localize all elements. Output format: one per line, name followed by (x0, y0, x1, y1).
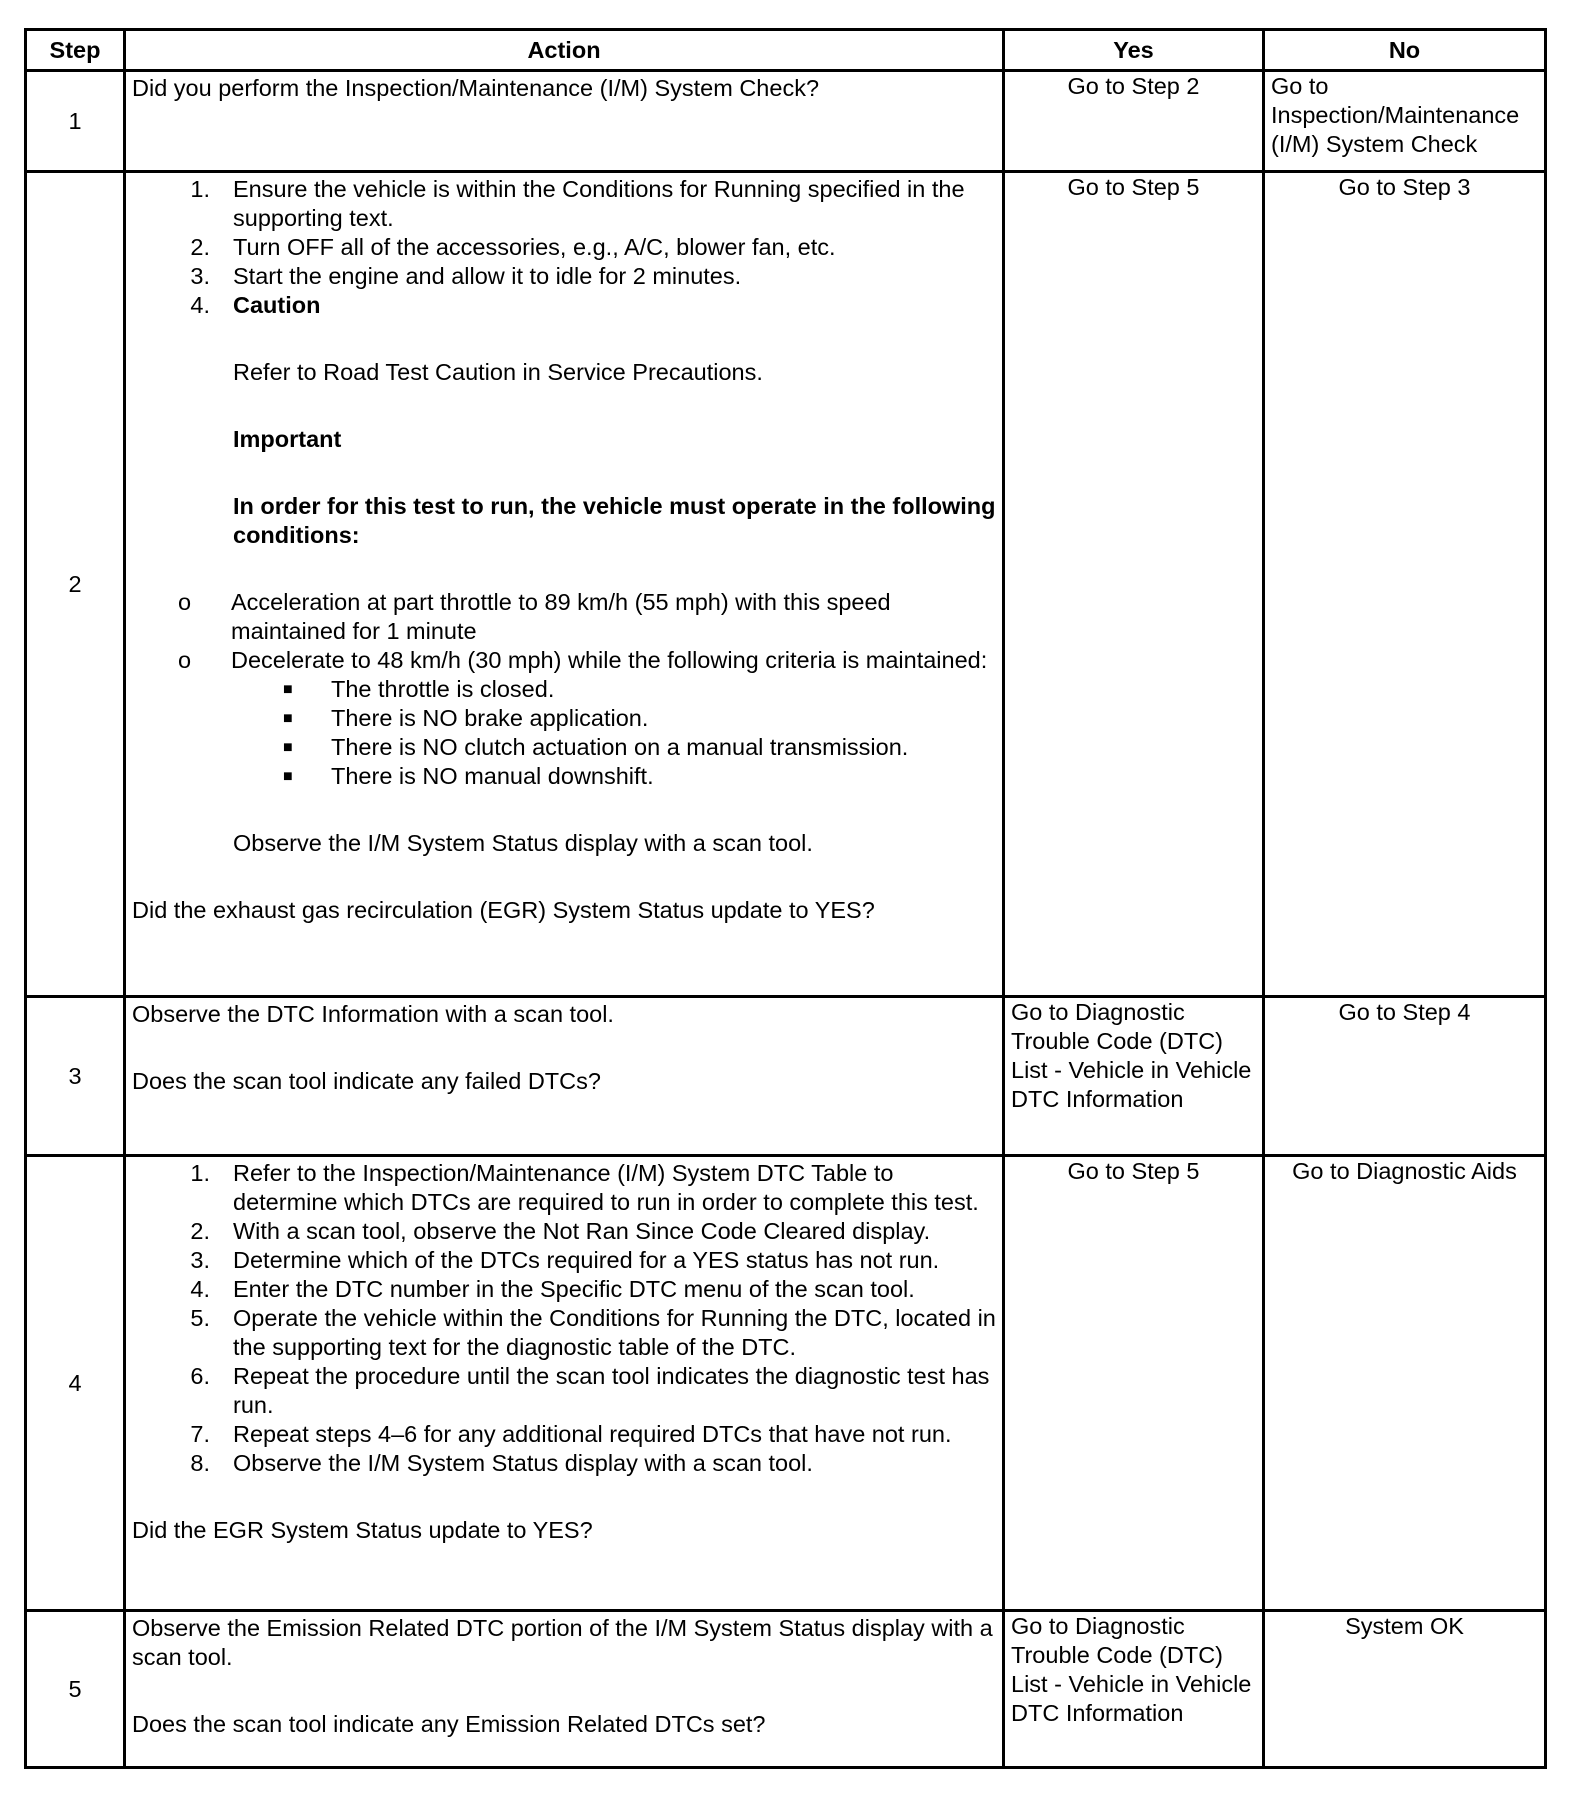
list-item: Start the engine and allow it to idle for 2 minutes. (233, 263, 742, 289)
square-bullet-icon: ■ (283, 768, 293, 785)
header-step: Step (26, 30, 125, 71)
procedure-list (132, 1159, 996, 1478)
yes-cell: Go to Step 2 (1004, 71, 1264, 172)
list-item: o Acceleration at part throttle to 89 km/h (55 mph) with this speed maintained for 1 minute (178, 589, 891, 644)
yes-cell: Go to Diagnostic Trouble Code (DTC) List - Vehicle in Vehicle DTC Information (1004, 997, 1264, 1156)
action-question: Did the EGR System Status update to YES? (132, 1517, 593, 1543)
no-cell: Go to Step 3 (1264, 172, 1546, 997)
list-item: Determine which of the DTCs required for a YES status has not run. (233, 1247, 940, 1273)
criteria-list (231, 675, 996, 791)
step-number: 5 (26, 1611, 125, 1768)
action-question: Did the exhaust gas recirculation (EGR) System Status update to YES? (132, 897, 875, 923)
yes-cell: Go to Step 5 (1004, 172, 1264, 997)
list-item: With a scan tool, observe the Not Ran Since Code Cleared display. (233, 1218, 931, 1244)
no-cell: Go to Diagnostic Aids (1264, 1156, 1546, 1611)
square-bullet-icon: ■ (283, 681, 293, 698)
table-header-row (26, 30, 1546, 71)
caution-label: Caution (233, 292, 321, 318)
circle-bullet-icon: o (178, 647, 192, 673)
list-item: o Decelerate to 48 km/h (30 mph) while the following criteria is maintained: ■ The throttle is closed. ■ There is NO brake application. ■ There is NO clutch actuation on a manual transmission. ■ There is NO manual downshift. (231, 646, 996, 791)
table-row (26, 997, 1546, 1156)
action-cell (125, 172, 1004, 997)
table-row (26, 172, 1546, 997)
conditions-list (132, 588, 996, 791)
list-item: Refer to the Inspection/Maintenance (I/M) System DTC Table to determine which DTCs are required to run in order to complete this test. (233, 1160, 979, 1215)
action-question: Does the scan tool indicate any failed DTCs? (132, 1068, 601, 1094)
procedure-list (132, 175, 996, 550)
action-text: Observe the Emission Related DTC portion of the I/M System Status display with a scan tool. (132, 1615, 993, 1670)
square-bullet-icon: ■ (283, 710, 293, 727)
action-cell (125, 1611, 1004, 1768)
header-action: Action (125, 30, 1004, 71)
important-label: Important (233, 426, 342, 452)
square-bullet-icon: ■ (283, 739, 293, 756)
table-row (26, 1156, 1546, 1611)
step-number: 2 (26, 172, 125, 997)
header-yes: Yes (1004, 30, 1264, 71)
list-item (233, 291, 996, 550)
action-question: Does the scan tool indicate any Emission Related DTCs set? (132, 1711, 766, 1737)
list-item: ■ There is NO brake application. (283, 705, 649, 731)
diagnostic-table (24, 28, 1547, 1769)
table-row (26, 71, 1546, 172)
list-item: Turn OFF all of the accessories, e.g., A/C, blower fan, etc. (233, 234, 836, 260)
circle-bullet-icon: o (178, 589, 192, 615)
no-cell: System OK (1264, 1611, 1546, 1768)
action-cell (125, 997, 1004, 1156)
list-item: ■ There is NO clutch actuation on a manual transmission. (283, 734, 909, 760)
no-cell: Go to Inspection/Maintenance (I/M) System Check (1264, 71, 1546, 172)
yes-cell: Go to Step 5 (1004, 1156, 1264, 1611)
action-cell (125, 1156, 1004, 1611)
no-cell: Go to Step 4 (1264, 997, 1546, 1156)
list-item: Operate the vehicle within the Conditions for Running the DTC, located in the supporting text for the diagnostic table of the DTC. (233, 1305, 996, 1360)
list-item: Repeat the procedure until the scan tool indicates the diagnostic test has run. (233, 1363, 990, 1418)
yes-cell: Go to Diagnostic Trouble Code (DTC) List - Vehicle in Vehicle DTC Information (1004, 1611, 1264, 1768)
table-row (26, 1611, 1546, 1768)
step-number: 3 (26, 997, 125, 1156)
action-text: Observe the DTC Information with a scan tool. (132, 1001, 614, 1027)
list-item: Observe the I/M System Status display with a scan tool. (233, 1450, 813, 1476)
list-item: Repeat steps 4–6 for any additional required DTCs that have not run. (233, 1421, 952, 1447)
step-number: 1 (26, 71, 125, 172)
action-question: Did you perform the Inspection/Maintenance (I/M) System Check? (132, 75, 820, 101)
list-item: ■ There is NO manual downshift. (283, 763, 654, 789)
list-item: ■ The throttle is closed. (283, 676, 555, 702)
step-number: 4 (26, 1156, 125, 1611)
header-no: No (1264, 30, 1546, 71)
list-item: Ensure the vehicle is within the Conditions for Running specified in the supporting text. (233, 176, 965, 231)
caution-text: Refer to Road Test Caution in Service Precautions. (233, 359, 763, 385)
observe-text: Observe the I/M System Status display with a scan tool. (233, 830, 813, 856)
list-item: Enter the DTC number in the Specific DTC menu of the scan tool. (233, 1276, 915, 1302)
important-text: In order for this test to run, the vehicle must operate in the following conditions: (233, 493, 996, 548)
action-cell (125, 71, 1004, 172)
